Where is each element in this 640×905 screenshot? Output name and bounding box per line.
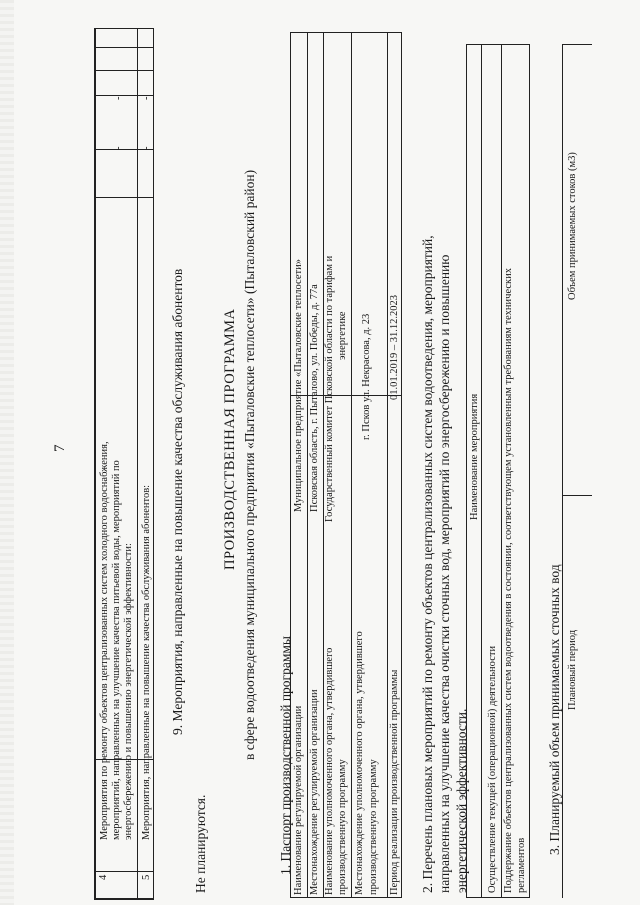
passport-row2-value: Псковская область, г. Пыталово, ул. Победы, д. 77а (309, 284, 320, 512)
passport-row4-value: г. Псков ул. Некрасова, д. 23 (361, 313, 372, 440)
section9-heading: 9. Мероприятия, направленные на повышение качества обслуживания абонентов (170, 268, 185, 735)
row4-col1: - (113, 146, 124, 150)
passport-row1-label: Наименование регулируемой организации (293, 705, 304, 895)
volume-col-volume: Объем принимаемых стоков (м3) (567, 152, 578, 300)
section2-line1: 2. Перечень плановых мероприятий по ремонту объектов централизованных систем водоотведения, мероприятий, (420, 235, 435, 893)
program-subtitle: в сфере водоотведения муниципального предприятия «Пыталовские теплосети» (Пыталовский район) (242, 169, 257, 760)
row5-col1: - (141, 146, 152, 150)
passport-row5-label: Период реализации производственной программы (389, 669, 400, 895)
program-title: ПРОИЗВОДСТВЕННАЯ ПРОГРАММА (222, 308, 238, 570)
passport-row3-value-l1: Государственный комитет Псковской области по тарифам и (324, 255, 335, 522)
row4-line3: энергосбережению и повышению энергетической эффективности: (123, 543, 134, 840)
table-row (95, 70, 153, 71)
section2-line3: энергетической эффективности. (454, 708, 469, 893)
row4-number: 4 (98, 874, 109, 880)
passport-heading: 1. Паспорт производственной программы (278, 636, 293, 875)
scan-edge (0, 0, 14, 905)
row5-number: 5 (141, 874, 152, 880)
row5-line1: Мероприятия, направленные на повышение качества обслуживания абонентов: (141, 484, 152, 840)
section2-line2: направленных на улучшение качества очистки сточных вод, мероприятий по энергосбережению и повышению (437, 254, 452, 893)
passport-row2-label: Местонахождение регулируемой организации (309, 689, 320, 895)
passport-row4-label-l2: производственную программу (368, 759, 379, 895)
row5-col2: - (141, 96, 152, 100)
section9-text: Не планируются. (193, 794, 208, 893)
passport-row4-label-l1: Местонахождение уполномоченного органа, утвердившего (354, 631, 365, 895)
activities-row2-l2: регламентов (516, 837, 527, 893)
section3-heading: 3. Планируемый объем принимаемых сточных вод (547, 564, 562, 855)
table-row (95, 29, 153, 70)
passport-row5-value: 01.01.2019 – 31.12.2023 (389, 295, 400, 400)
passport-row3-value-l2: энергетике (337, 311, 348, 360)
activities-row1: Осуществление текущей (операционной) деятельности (487, 645, 498, 893)
passport-row3-label-l1: Наименование уполномоченного органа, утвердившего (324, 647, 335, 895)
passport-row3-label-l2: производственную программу (337, 759, 348, 895)
volume-col-period: Плановый период (567, 629, 578, 710)
activities-header: Наименование мероприятия (469, 393, 480, 520)
row4-line1: Мероприятия по ремонту объектов централизованных систем холодного водоснабжения, (99, 441, 110, 840)
activities-row2-l1: Поддержание объектов централизованных систем водоотведения в состоянии, соответствующем установленным требованиям технических (503, 268, 514, 893)
row4-col2: - (113, 96, 124, 100)
row4-line2: мероприятий, направленных на улучшение качества питьевой воды, мероприятий по (111, 460, 122, 840)
page-number: 7 (52, 444, 68, 452)
passport-row1-value: Муниципальное предприятие «Пыталовские теплосети» (293, 259, 304, 512)
